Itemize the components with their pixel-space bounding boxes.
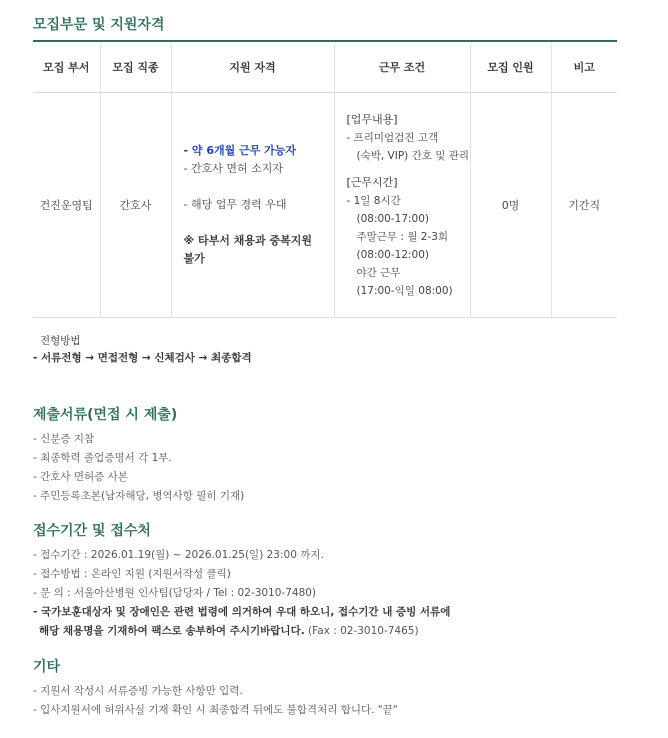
table-header-row: [33, 41, 617, 93]
etc-list: [33, 682, 398, 720]
list-item: - 지원서 작성시 서류증빙 가능한 사항만 입력.: [33, 685, 243, 697]
cell-qualifications: [171, 93, 334, 318]
header-count: 모집 인원: [470, 41, 551, 93]
cell-dept: 건진운영팀: [33, 93, 100, 318]
qualification-note-line2: 불가: [183, 252, 205, 265]
conditions-hours-line5: 야간 근무: [356, 266, 401, 279]
list-item: - 입사지원서에 허위사실 기재 확인 시 최종합격 뒤에도 불합격처리 합니다. "끝": [33, 704, 398, 716]
header-conditions: 근무 조건: [334, 41, 470, 93]
veterans-notice-line2: [33, 622, 450, 641]
conditions-hours-line1: - 1일 8시간: [346, 194, 401, 207]
qualification-experience: - 해당 업무 경력 우대: [183, 198, 287, 211]
header-job: 모집 직종: [100, 41, 171, 93]
table-row: [33, 93, 617, 318]
qualification-note-line1: ※ 타부서 채용과 중복지원: [183, 234, 312, 247]
list-item: - 문 의 : 서울아산병원 인사팀(담당자 / Tel : 02-3010-7480): [33, 587, 317, 599]
conditions-hours-line2: (08:00-17:00): [356, 212, 430, 225]
cell-conditions: [334, 93, 470, 318]
section-title-etc: 기타: [33, 659, 61, 675]
list-item: - 간호사 면허증 사본: [33, 471, 128, 483]
conditions-duty-line1: - 프리미엄검진 고객: [346, 131, 439, 144]
section-title-documents: 제출서류(면접 시 제출): [33, 407, 178, 423]
conditions-hours-heading: [근무시간]: [346, 175, 398, 189]
header-qualification: 지원 자격: [171, 41, 334, 93]
conditions-hours-line4: (08:00-12:00): [356, 248, 430, 261]
header-note: 비고: [551, 41, 617, 93]
list-item: - 최종학력 졸업증명서 각 1부.: [33, 452, 172, 464]
list-item: - 접수방법 : 온라인 지원 (지원서작성 클릭): [33, 568, 231, 580]
process-steps: - 서류전형 → 면접전형 → 신체검사 → 최종합격: [33, 352, 252, 364]
conditions-duty-line2: (숙박, VIP) 간호 및 관리: [356, 149, 469, 162]
fax-number: (Fax : 02-3010-7465): [304, 625, 419, 637]
cell-note: 기간직: [551, 93, 617, 318]
veterans-notice-line1: - 국가보훈대상자 및 장애인은 관련 법령에 의거하여 우대 하오니, 접수기간 내 증빙 서류에: [33, 606, 451, 618]
section-title-recruitment: 모집부문 및 지원자격: [33, 17, 165, 33]
qualification-license: - 간호사 면허 소지자: [183, 162, 283, 175]
list-item: - 신분증 지참: [33, 433, 95, 445]
section-title-application: 접수기간 및 접수처: [33, 523, 151, 539]
veterans-notice-text: 해당 채용명을 기재하여 팩스로 송부하여 주시기바랍니다.: [39, 625, 305, 637]
documents-list: [33, 430, 244, 506]
list-item: - 주민등록초본(남자해당, 병역사항 필히 기재): [33, 490, 245, 502]
cell-job: 간호사: [100, 93, 171, 318]
cell-count: 0명: [470, 93, 551, 318]
conditions-duty-heading: [업무내용]: [346, 112, 398, 126]
qualification-period: - 약 6개월 근무 가능자: [183, 144, 297, 157]
conditions-hours-line3: 주말근무 : 월 2-3회: [356, 230, 449, 243]
header-dept: 모집 부서: [33, 41, 100, 93]
list-item: - 접수기간 : 2026.01.19(월) ~ 2026.01.25(일) 23:00 까지.: [33, 549, 324, 561]
application-list: [33, 546, 450, 641]
recruitment-table: [33, 40, 617, 318]
conditions-hours-line6: (17:00-익일 08:00): [356, 284, 453, 297]
process-label: 전형방법: [40, 335, 81, 347]
